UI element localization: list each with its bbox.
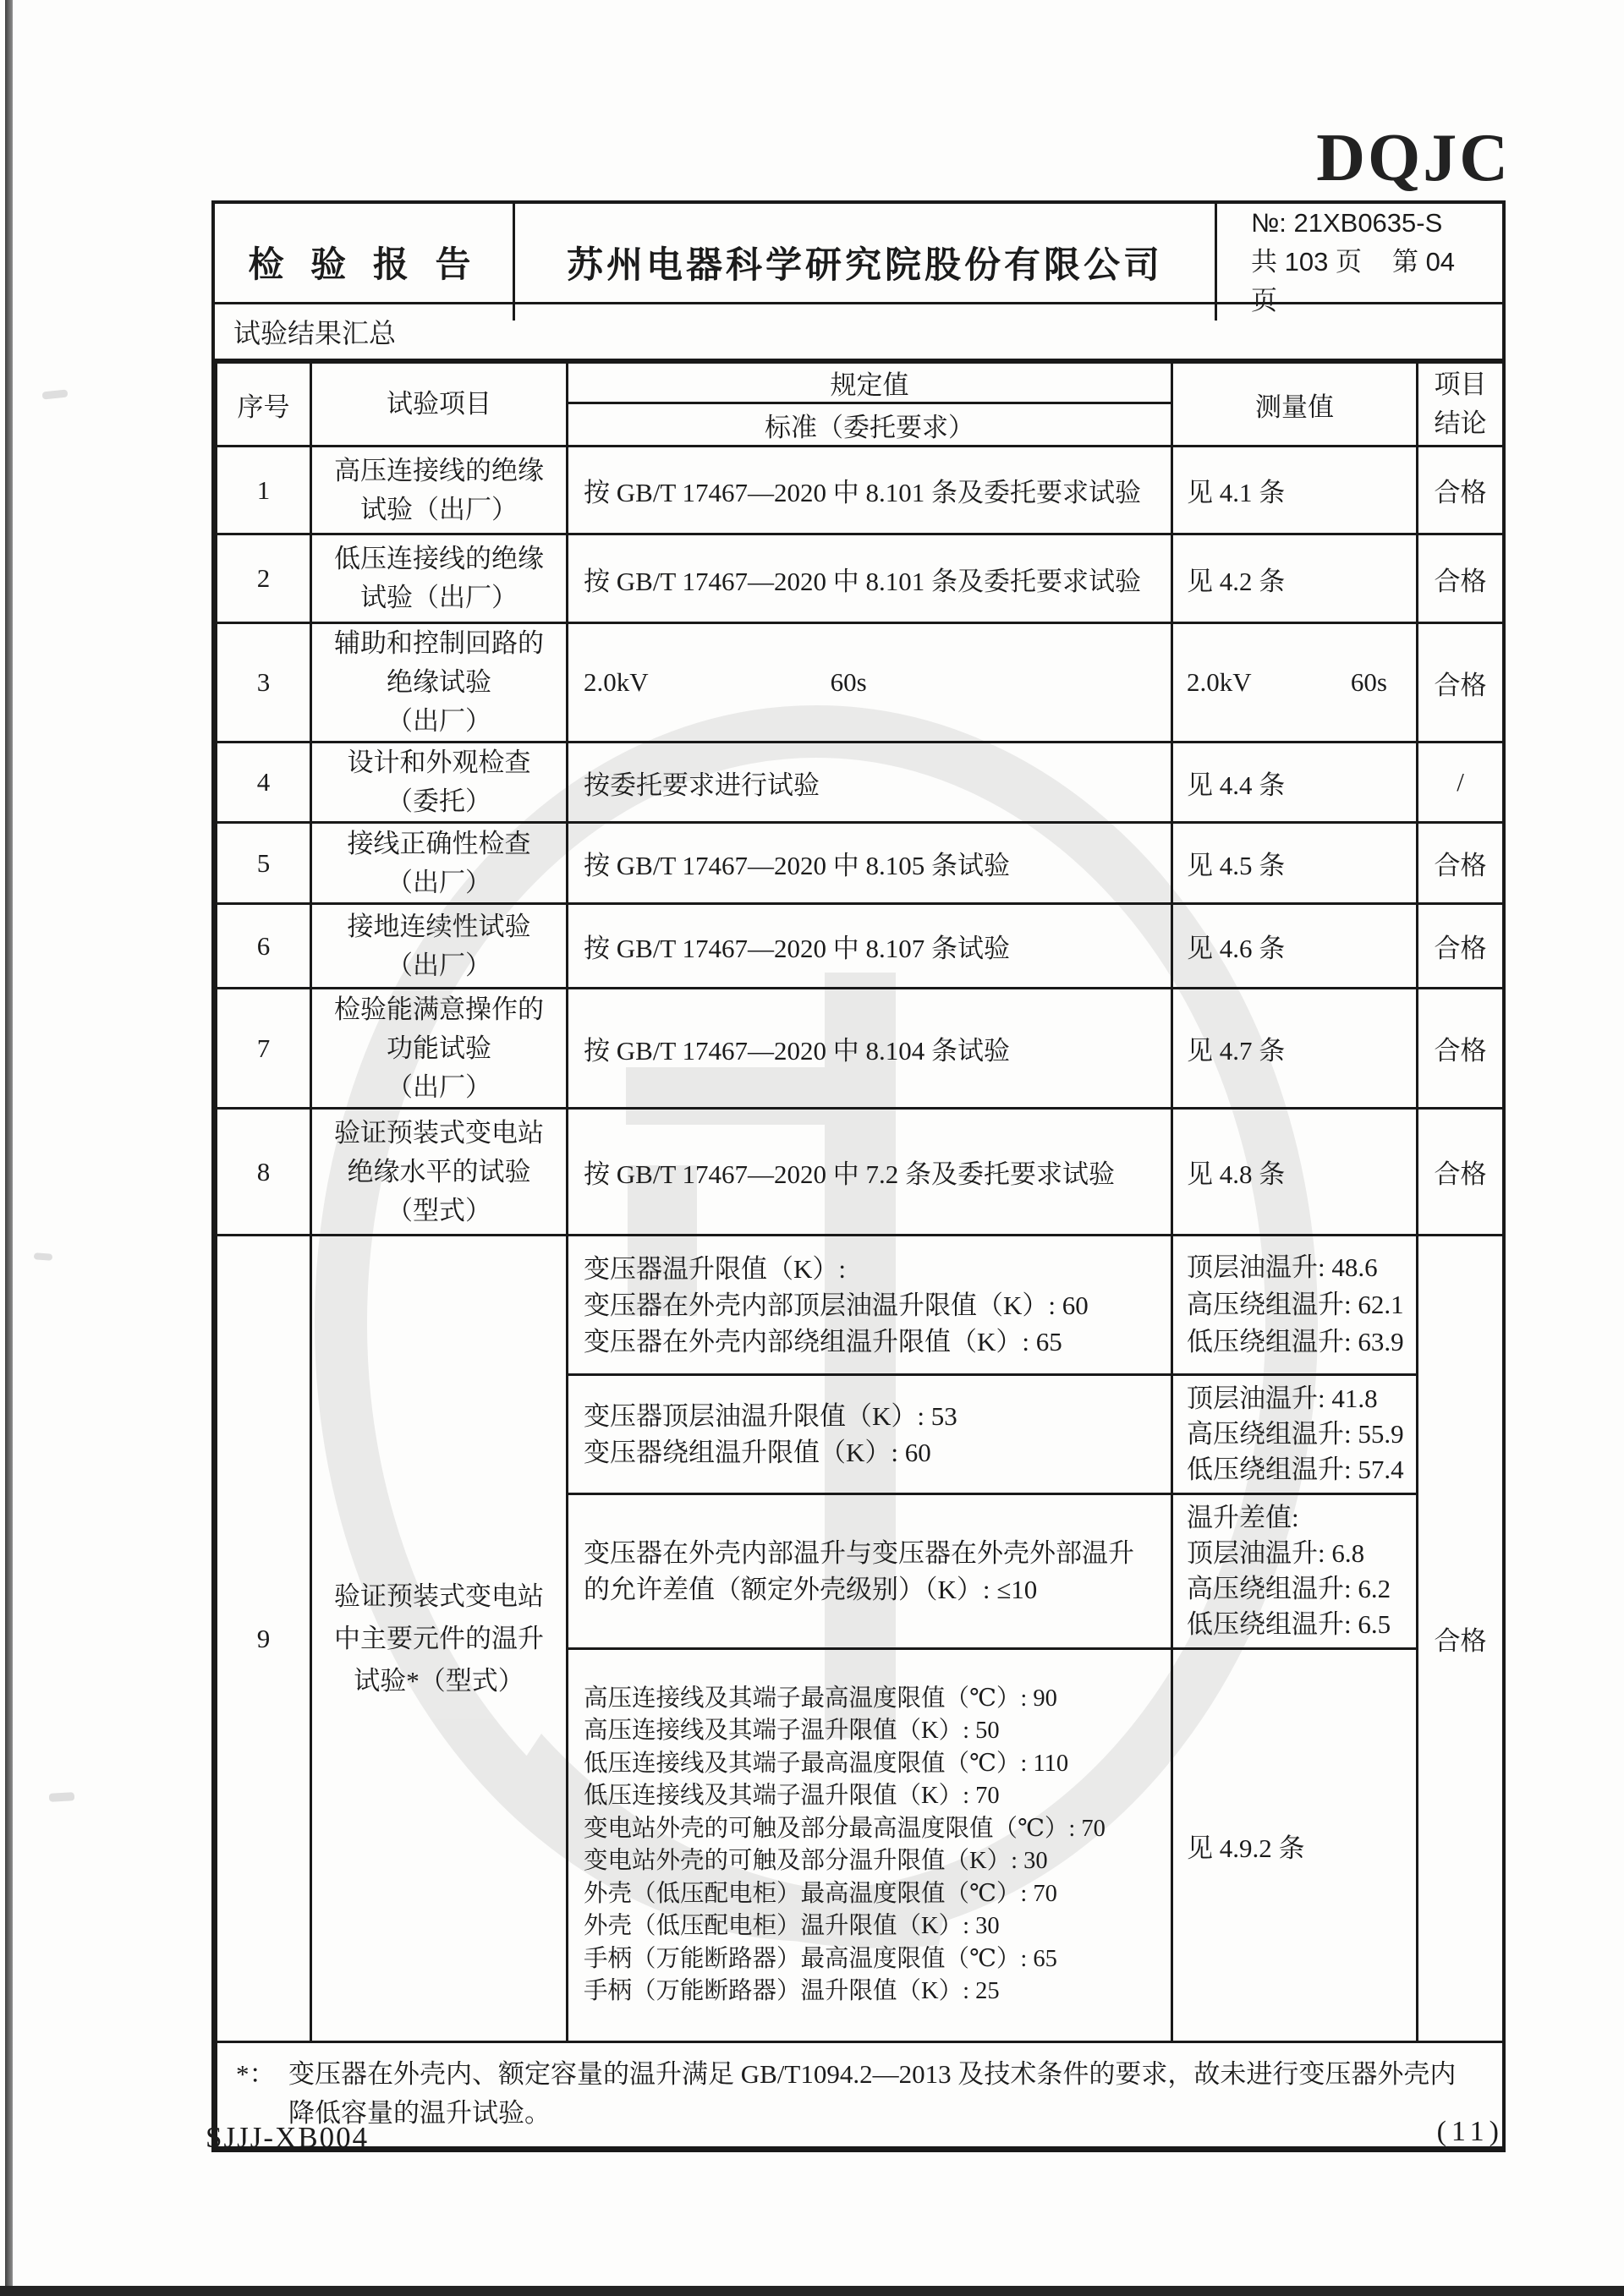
measured-line: 高压绕组温升: 55.9 bbox=[1187, 1419, 1404, 1449]
row-measured bbox=[1172, 1494, 1418, 1649]
spec-line: 低压连接线及其端子温升限值（K）: 70 bbox=[584, 1783, 1000, 1809]
row-item-line: 验证预装式变电站 bbox=[334, 1581, 544, 1611]
row-conclusion: 合格 bbox=[1418, 623, 1504, 743]
spec-line: 变电站外壳的可触及部分最高温度限值（℃）: 70 bbox=[584, 1815, 1106, 1842]
row-item-line: （型式） bbox=[387, 1195, 491, 1225]
row-spec: 按 GB/T 17467—2020 中 8.105 条试验 bbox=[568, 823, 1172, 904]
spec-line: 变压器在外壳内部绕组温升限值（K）: 65 bbox=[584, 1326, 1062, 1356]
page-number: (11) bbox=[1436, 2116, 1504, 2147]
measured-line: 高压绕组温升: 62.1 bbox=[1187, 1290, 1404, 1319]
footnote-line2: 降低容量的温升试验。 bbox=[288, 2098, 551, 2128]
row-spec: 按 GB/T 17467—2020 中 8.101 条及委托要求试验 bbox=[568, 447, 1172, 534]
footnote-line1: 变压器在外壳内、额定容量的温升满足 GB/T1094.2—2013 及技术条件的要求，故未进行变压器外壳内 bbox=[288, 2059, 1457, 2089]
measured-line: 低压绕组温升: 6.5 bbox=[1187, 1609, 1391, 1639]
spec-line: 变压器绕组温升限值（K）: 60 bbox=[584, 1438, 931, 1467]
report-sheet bbox=[211, 200, 1506, 2152]
row-item-line: 高压连接线的绝缘 bbox=[334, 455, 544, 485]
row-measured: 见 4.2 条 bbox=[1172, 534, 1418, 623]
row-item-line: 辅助和控制回路的 bbox=[334, 628, 544, 658]
row-spec: 按 GB/T 17467—2020 中 8.107 条试验 bbox=[568, 904, 1172, 989]
form-code: SJJJ-XB004 bbox=[206, 2121, 370, 2154]
table-row bbox=[217, 623, 1504, 743]
row-spec bbox=[568, 1375, 1172, 1494]
row-item bbox=[311, 989, 568, 1109]
spec-line: 低压连接线及其端子最高温度限值（℃）: 110 bbox=[584, 1750, 1069, 1777]
measured-line: 顶层油温升: 41.8 bbox=[1187, 1384, 1378, 1413]
row-measured: 见 4.4 条 bbox=[1172, 743, 1418, 823]
row-item-line: 低压连接线的绝缘 bbox=[334, 544, 544, 573]
report-number-block bbox=[1217, 204, 1502, 321]
row-spec: 按 GB/T 17467—2020 中 8.104 条试验 bbox=[568, 989, 1172, 1109]
spec-line: 变压器在外壳内部顶层油温升限值（K）: 60 bbox=[584, 1290, 1089, 1320]
col-header-no: 序号 bbox=[217, 363, 311, 447]
row-conclusion: 合格 bbox=[1418, 447, 1504, 534]
row-item-line: 试验*（型式） bbox=[354, 1665, 524, 1696]
row-no: 8 bbox=[217, 1109, 311, 1236]
table-row bbox=[217, 904, 1504, 989]
measured-line: 顶层油温升: 6.8 bbox=[1187, 1538, 1365, 1568]
table-row bbox=[217, 1109, 1504, 1236]
row-conclusion: / bbox=[1418, 743, 1504, 823]
measured-duration: 60s bbox=[1350, 667, 1387, 697]
table-row bbox=[217, 743, 1504, 823]
row-measured: 见 4.1 条 bbox=[1172, 447, 1418, 534]
col-header-spec-main: 规定值 bbox=[568, 364, 1171, 404]
row-conclusion: 合格 bbox=[1418, 1109, 1504, 1236]
row-item-line: 接线正确性检查 bbox=[347, 828, 531, 858]
row-conclusion: 合格 bbox=[1418, 534, 1504, 623]
row-item bbox=[311, 534, 568, 623]
row-item bbox=[311, 743, 568, 823]
report-title: 检 验 报 告 bbox=[215, 204, 515, 321]
row-item bbox=[311, 904, 568, 989]
row-item-line: （出厂） bbox=[387, 867, 491, 897]
row-item-line: 试验（出厂） bbox=[360, 583, 518, 612]
col-header-conclusion-line1: 项目 bbox=[1434, 370, 1487, 399]
row-item-line: （委托） bbox=[387, 786, 491, 816]
measured-line: 低压绕组温升: 63.9 bbox=[1187, 1327, 1404, 1356]
row-item-line: 设计和外观检查 bbox=[347, 748, 531, 777]
spec-line: 手柄（万能断路器）温升限值（K）: 25 bbox=[584, 1978, 1000, 2004]
col-header-item: 试验项目 bbox=[311, 363, 568, 447]
spec-line: 高压连接线及其端子最高温度限值（℃）: 90 bbox=[584, 1685, 1057, 1712]
row-conclusion: 合格 bbox=[1418, 823, 1504, 904]
row-item bbox=[311, 1109, 568, 1236]
row-no: 1 bbox=[217, 447, 311, 534]
spec-line: 变电站外壳的可触及部分温升限值（K）: 30 bbox=[584, 1848, 1048, 1874]
row-item-line: （出厂） bbox=[387, 706, 491, 736]
table-row bbox=[217, 823, 1504, 904]
table-row-9-sub1 bbox=[217, 1236, 1504, 1375]
row-no: 7 bbox=[217, 989, 311, 1109]
spec-line: 外壳（低压配电柜）温升限值（K）: 30 bbox=[584, 1913, 1000, 1939]
col-header-spec-sub: 标准（委托要求） bbox=[765, 412, 974, 442]
row-measured: 见 4.9.2 条 bbox=[1172, 1649, 1418, 2042]
row-conclusion: 合格 bbox=[1418, 904, 1504, 989]
spec-line: 外壳（低压配电柜）最高温度限值（℃）: 70 bbox=[584, 1880, 1057, 1907]
row-spec: 按 GB/T 17467—2020 中 8.101 条及委托要求试验 bbox=[568, 534, 1172, 623]
row-conclusion: 合格 bbox=[1418, 989, 1504, 1109]
spec-voltage: 2.0kV bbox=[584, 667, 649, 697]
spec-line: 高压连接线及其端子温升限值（K）: 50 bbox=[584, 1718, 1000, 1744]
report-number: №: 21XB0635-S bbox=[1251, 208, 1443, 238]
footnote bbox=[217, 2042, 1504, 2148]
row-conclusion: 合格 bbox=[1418, 1236, 1504, 2042]
spec-duration: 60s bbox=[830, 667, 867, 697]
spec-line: 变压器顶层油温升限值（K）: 53 bbox=[584, 1401, 957, 1431]
footnote-marker: *： bbox=[236, 2059, 276, 2089]
row-no: 5 bbox=[217, 823, 311, 904]
row-item-line: 试验（出厂） bbox=[360, 494, 518, 524]
row-item-line: 绝缘试验 bbox=[387, 667, 491, 697]
col-header-conclusion bbox=[1418, 363, 1504, 447]
row-no: 3 bbox=[217, 623, 311, 743]
row-item-line: （出厂） bbox=[387, 1071, 491, 1102]
row-item bbox=[311, 1236, 568, 2042]
footnote-row bbox=[217, 2042, 1504, 2148]
row-measured bbox=[1172, 1375, 1418, 1494]
measured-line: 高压绕组温升: 6.2 bbox=[1187, 1574, 1391, 1603]
row-item bbox=[311, 823, 568, 904]
table-row bbox=[217, 534, 1504, 623]
table-header-row bbox=[217, 363, 1504, 447]
table-row bbox=[217, 989, 1504, 1109]
row-spec bbox=[568, 1236, 1172, 1375]
measured-voltage: 2.0kV bbox=[1187, 667, 1252, 697]
company-name: 苏州电器科学研究院股份有限公司 bbox=[515, 204, 1217, 321]
spec-line: 变压器在外壳内部温升与变压器在外壳外部温升 bbox=[584, 1538, 1134, 1568]
row-item-line: 功能试验 bbox=[387, 1033, 491, 1063]
measured-line: 顶层油温升: 48.6 bbox=[1187, 1252, 1378, 1282]
row-item-line: （出厂） bbox=[387, 950, 491, 980]
row-spec bbox=[568, 1649, 1172, 2042]
measured-line: 温升差值: bbox=[1187, 1503, 1299, 1532]
row-spec: 按 GB/T 17467—2020 中 7.2 条及委托要求试验 bbox=[568, 1109, 1172, 1236]
page-count bbox=[1251, 243, 1502, 321]
measured-line: 低压绕组温升: 57.4 bbox=[1187, 1455, 1404, 1484]
row-no: 9 bbox=[217, 1236, 311, 2042]
row-measured: 见 4.8 条 bbox=[1172, 1109, 1418, 1236]
row-spec: 按委托要求进行试验 bbox=[568, 743, 1172, 823]
row-item-line: 中主要元件的温升 bbox=[334, 1623, 544, 1653]
col-header-conclusion-line2: 结论 bbox=[1434, 408, 1487, 438]
section-title: 试验结果汇总 bbox=[215, 304, 1502, 361]
pages-total: 共 103 页 bbox=[1251, 247, 1362, 277]
row-spec bbox=[568, 1494, 1172, 1649]
row-measured: 见 4.7 条 bbox=[1172, 989, 1418, 1109]
results-table bbox=[215, 361, 1505, 2149]
report-header bbox=[215, 204, 1502, 315]
row-item bbox=[311, 447, 568, 534]
spec-line: 的允许差值（额定外壳级别）（K）: ≤10 bbox=[584, 1575, 1038, 1604]
row-spec bbox=[568, 623, 1172, 743]
row-item-line: 接地连续性试验 bbox=[347, 911, 531, 941]
row-measured bbox=[1172, 1236, 1418, 1375]
table-row bbox=[217, 447, 1504, 534]
col-header-spec bbox=[568, 363, 1172, 447]
spec-line: 变压器温升限值（K）: bbox=[584, 1253, 846, 1284]
row-item-line: 绝缘水平的试验 bbox=[347, 1156, 531, 1186]
spec-line: 手柄（万能断路器）最高温度限值（℃）: 65 bbox=[584, 1945, 1057, 1972]
row-item bbox=[311, 623, 568, 743]
row-item-line: 验证预装式变电站 bbox=[334, 1117, 544, 1148]
row-no: 6 bbox=[217, 904, 311, 989]
pages-current: 第 04 页 bbox=[1251, 247, 1456, 315]
row-no: 4 bbox=[217, 743, 311, 823]
col-header-measured: 测量值 bbox=[1172, 363, 1418, 447]
row-no: 2 bbox=[217, 534, 311, 623]
row-measured bbox=[1172, 623, 1418, 743]
row-measured: 见 4.6 条 bbox=[1172, 904, 1418, 989]
row-measured: 见 4.5 条 bbox=[1172, 823, 1418, 904]
row-item-line: 检验能满意操作的 bbox=[334, 994, 544, 1024]
lab-logo: DQJC bbox=[1316, 121, 1511, 195]
